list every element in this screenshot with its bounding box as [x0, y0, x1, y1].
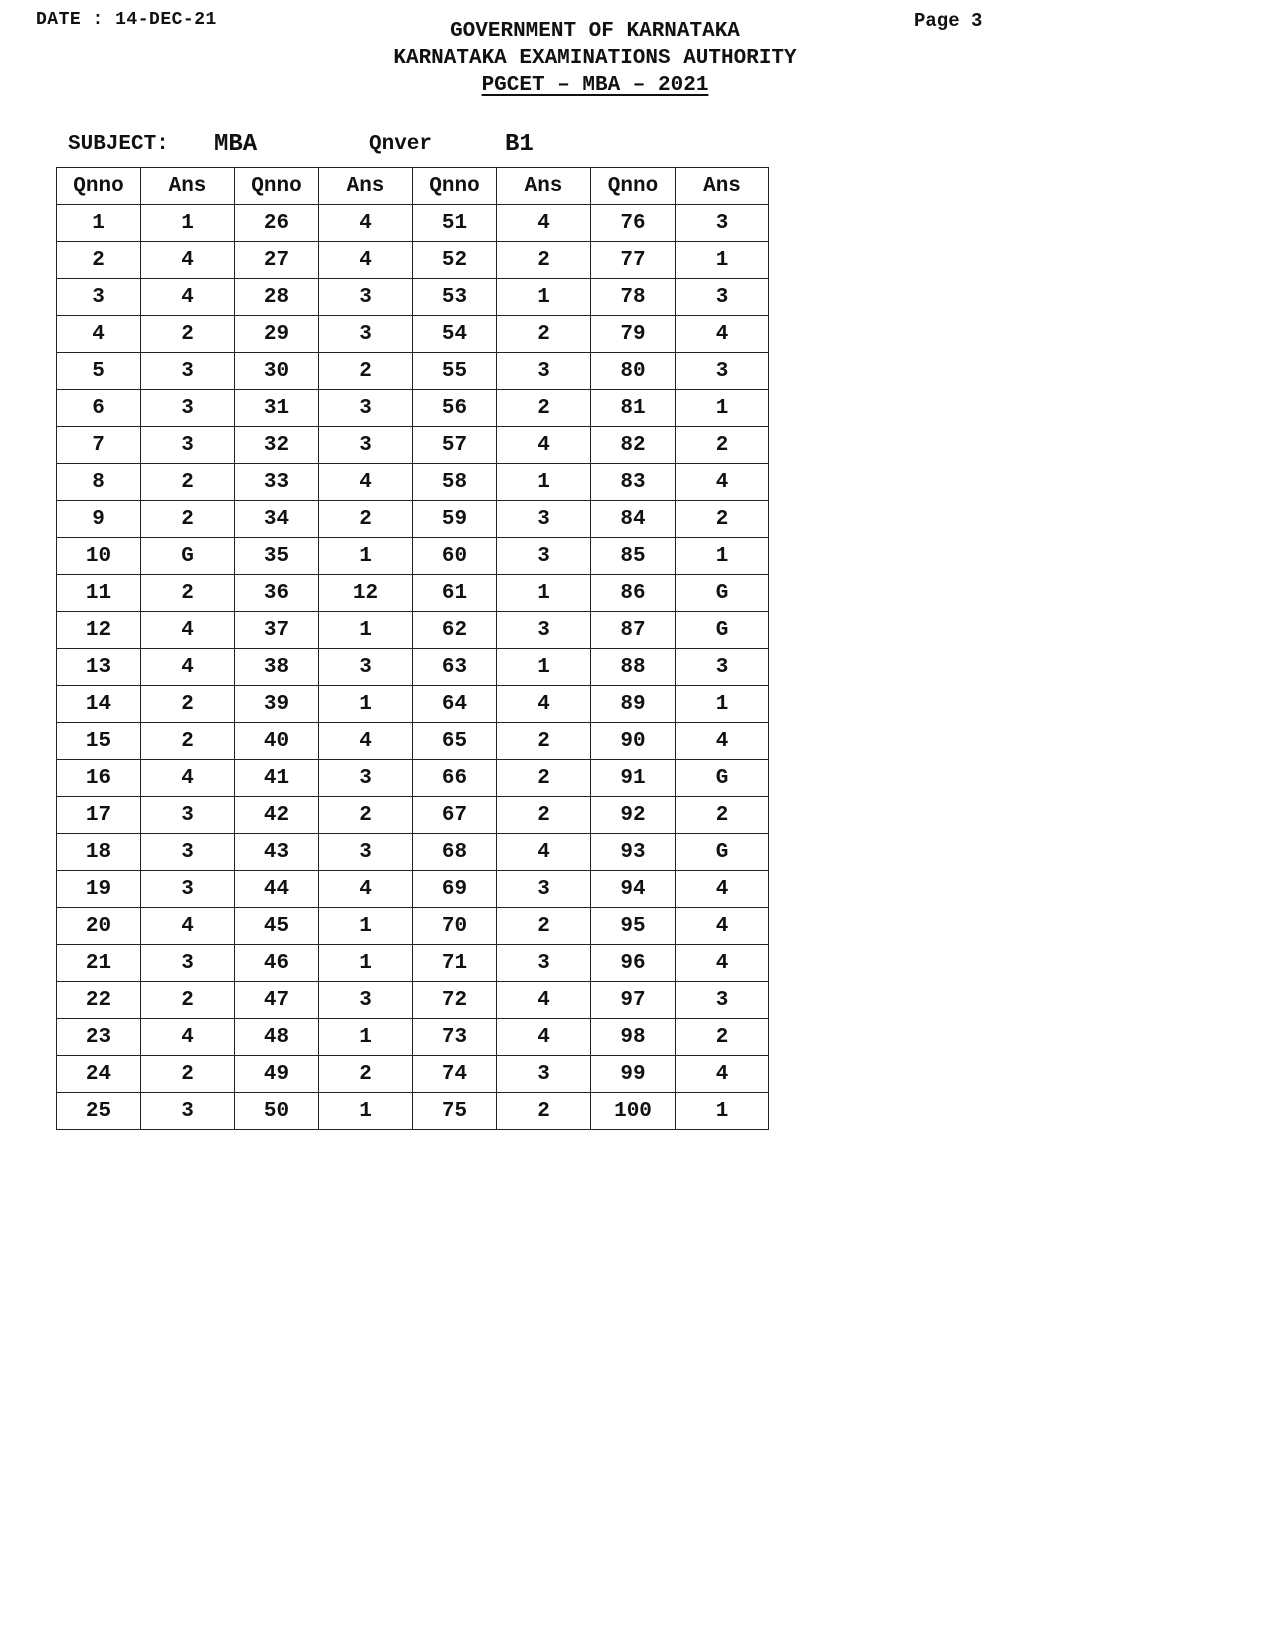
answer-cell: 2: [141, 501, 235, 538]
answer-cell: 2: [141, 686, 235, 723]
answer-cell: 4: [141, 649, 235, 686]
answer-cell: 3: [676, 649, 769, 686]
answer-cell: 1: [676, 242, 769, 279]
answer-cell: 4: [676, 316, 769, 353]
answer-cell: 2: [319, 1056, 413, 1093]
answer-cell: 4: [141, 612, 235, 649]
table-row: [57, 279, 769, 316]
table-row: [57, 390, 769, 427]
answer-cell: 4: [676, 464, 769, 501]
question-number-cell: 74: [413, 1056, 497, 1093]
question-number-cell: 28: [235, 279, 319, 316]
question-number-cell: 35: [235, 538, 319, 575]
question-number-cell: 24: [57, 1056, 141, 1093]
answer-cell: 3: [141, 390, 235, 427]
answer-cell: 4: [141, 760, 235, 797]
answer-cell: 3: [676, 279, 769, 316]
answer-cell: 1: [676, 1093, 769, 1130]
answer-cell: 1: [141, 205, 235, 242]
table-row: [57, 945, 769, 982]
answer-cell: 4: [497, 982, 591, 1019]
answer-cell: 1: [319, 538, 413, 575]
table-row: [57, 464, 769, 501]
column-header-ans: Ans: [141, 168, 235, 205]
subject-value: MBA: [214, 131, 258, 158]
answer-cell: 3: [141, 427, 235, 464]
question-number-cell: 86: [591, 575, 676, 612]
question-number-cell: 73: [413, 1019, 497, 1056]
table-row: [57, 1093, 769, 1130]
question-number-cell: 47: [235, 982, 319, 1019]
answer-cell: 1: [319, 1019, 413, 1056]
answer-cell: 4: [497, 834, 591, 871]
authority-heading: KARNATAKA EXAMINATIONS AUTHORITY: [393, 47, 797, 70]
answer-cell: 1: [497, 575, 591, 612]
question-number-cell: 69: [413, 871, 497, 908]
answer-cell: 4: [497, 1019, 591, 1056]
answer-cell: 4: [141, 1019, 235, 1056]
answer-cell: 3: [497, 871, 591, 908]
answer-cell: 3: [141, 1093, 235, 1130]
question-number-cell: 94: [591, 871, 676, 908]
question-number-cell: 42: [235, 797, 319, 834]
answer-cell: 4: [319, 871, 413, 908]
table-row: [57, 242, 769, 279]
question-number-cell: 52: [413, 242, 497, 279]
table-row: [57, 760, 769, 797]
answer-cell: 2: [676, 1019, 769, 1056]
answer-cell: G: [141, 538, 235, 575]
question-number-cell: 67: [413, 797, 497, 834]
government-heading: GOVERNMENT OF KARNATAKA: [450, 20, 740, 43]
question-number-cell: 65: [413, 723, 497, 760]
exam-title: PGCET – MBA – 2021: [481, 74, 709, 97]
question-number-cell: 55: [413, 353, 497, 390]
column-header-ans: Ans: [676, 168, 769, 205]
answer-cell: G: [676, 834, 769, 871]
answer-cell: 4: [141, 242, 235, 279]
question-number-cell: 29: [235, 316, 319, 353]
question-number-cell: 37: [235, 612, 319, 649]
answer-cell: 2: [497, 316, 591, 353]
question-number-cell: 70: [413, 908, 497, 945]
question-number-cell: 75: [413, 1093, 497, 1130]
answer-cell: 3: [497, 1056, 591, 1093]
question-number-cell: 9: [57, 501, 141, 538]
answer-cell: 2: [319, 501, 413, 538]
answer-cell: 2: [497, 390, 591, 427]
answer-cell: 2: [141, 316, 235, 353]
column-header-qnno: Qnno: [591, 168, 676, 205]
question-number-cell: 93: [591, 834, 676, 871]
answer-cell: 4: [676, 945, 769, 982]
question-number-cell: 18: [57, 834, 141, 871]
answer-cell: 3: [141, 797, 235, 834]
answer-cell: 3: [141, 871, 235, 908]
question-number-cell: 53: [413, 279, 497, 316]
question-number-cell: 17: [57, 797, 141, 834]
question-number-cell: 82: [591, 427, 676, 464]
answer-cell: 2: [676, 501, 769, 538]
table-body: [57, 205, 769, 1130]
question-number-cell: 57: [413, 427, 497, 464]
column-header-ans: Ans: [497, 168, 591, 205]
answer-cell: 1: [319, 612, 413, 649]
answer-cell: 2: [497, 908, 591, 945]
question-number-cell: 50: [235, 1093, 319, 1130]
question-number-cell: 16: [57, 760, 141, 797]
answer-cell: 2: [319, 353, 413, 390]
answer-cell: 4: [497, 205, 591, 242]
answer-cell: 1: [319, 908, 413, 945]
question-number-cell: 71: [413, 945, 497, 982]
answer-cell: 3: [319, 834, 413, 871]
table-row: [57, 982, 769, 1019]
question-number-cell: 15: [57, 723, 141, 760]
answer-cell: 2: [141, 723, 235, 760]
question-number-cell: 33: [235, 464, 319, 501]
answer-cell: 1: [319, 1093, 413, 1130]
question-number-cell: 62: [413, 612, 497, 649]
column-header-qnno: Qnno: [57, 168, 141, 205]
answer-cell: 3: [319, 390, 413, 427]
question-number-cell: 90: [591, 723, 676, 760]
answer-cell: 4: [497, 427, 591, 464]
question-number-cell: 92: [591, 797, 676, 834]
answer-cell: 12: [319, 575, 413, 612]
question-number-cell: 81: [591, 390, 676, 427]
column-header-qnno: Qnno: [413, 168, 497, 205]
answer-cell: 3: [319, 982, 413, 1019]
question-number-cell: 2: [57, 242, 141, 279]
answer-cell: 1: [676, 390, 769, 427]
answer-cell: 3: [319, 279, 413, 316]
table-row: [57, 834, 769, 871]
answer-cell: 3: [319, 427, 413, 464]
column-header-qnno: Qnno: [235, 168, 319, 205]
table-row: [57, 316, 769, 353]
answer-cell: 2: [141, 982, 235, 1019]
question-number-cell: 43: [235, 834, 319, 871]
answer-cell: 3: [319, 649, 413, 686]
table-row: [57, 649, 769, 686]
answer-cell: 3: [497, 945, 591, 982]
table-row: [57, 1019, 769, 1056]
question-number-cell: 85: [591, 538, 676, 575]
table-row: [57, 427, 769, 464]
question-number-cell: 63: [413, 649, 497, 686]
question-number-cell: 30: [235, 353, 319, 390]
question-number-cell: 27: [235, 242, 319, 279]
exam-heading: [300, 74, 890, 97]
answer-cell: G: [676, 575, 769, 612]
question-number-cell: 87: [591, 612, 676, 649]
question-number-cell: 77: [591, 242, 676, 279]
question-number-cell: 20: [57, 908, 141, 945]
question-number-cell: 23: [57, 1019, 141, 1056]
table-row: [57, 353, 769, 390]
question-number-cell: 58: [413, 464, 497, 501]
question-number-cell: 59: [413, 501, 497, 538]
question-number-cell: 76: [591, 205, 676, 242]
answer-cell: 2: [497, 760, 591, 797]
answer-key-table: [56, 167, 769, 1130]
table-row: [57, 797, 769, 834]
question-number-cell: 48: [235, 1019, 319, 1056]
answer-cell: 4: [319, 205, 413, 242]
question-number-cell: 44: [235, 871, 319, 908]
answer-cell: 3: [319, 316, 413, 353]
question-number-cell: 88: [591, 649, 676, 686]
question-number-cell: 34: [235, 501, 319, 538]
answer-cell: 2: [141, 575, 235, 612]
answer-cell: 3: [497, 538, 591, 575]
question-number-cell: 39: [235, 686, 319, 723]
column-header-ans: Ans: [319, 168, 413, 205]
answer-cell: 4: [319, 723, 413, 760]
answer-cell: 3: [497, 353, 591, 390]
question-number-cell: 1: [57, 205, 141, 242]
table-row: [57, 205, 769, 242]
answer-cell: 2: [497, 1093, 591, 1130]
question-number-cell: 5: [57, 353, 141, 390]
date-value: 14-DEC-21: [115, 10, 217, 30]
qnver-value: B1: [505, 131, 534, 158]
answer-cell: 1: [676, 686, 769, 723]
page-number: Page 3: [914, 10, 983, 32]
question-number-cell: 13: [57, 649, 141, 686]
answer-cell: 1: [497, 464, 591, 501]
question-number-cell: 26: [235, 205, 319, 242]
question-number-cell: 14: [57, 686, 141, 723]
answer-cell: G: [676, 760, 769, 797]
question-number-cell: 54: [413, 316, 497, 353]
answer-cell: 3: [497, 612, 591, 649]
question-number-cell: 45: [235, 908, 319, 945]
question-number-cell: 31: [235, 390, 319, 427]
question-number-cell: 49: [235, 1056, 319, 1093]
question-number-cell: 11: [57, 575, 141, 612]
answer-cell: 2: [676, 427, 769, 464]
table-row: [57, 538, 769, 575]
answer-cell: 4: [676, 1056, 769, 1093]
subject-label: SUBJECT:: [68, 133, 169, 156]
question-number-cell: 7: [57, 427, 141, 464]
answer-cell: 4: [319, 242, 413, 279]
answer-cell: 1: [497, 279, 591, 316]
table-row: [57, 612, 769, 649]
table-row: [57, 501, 769, 538]
date-line: [36, 10, 217, 30]
question-number-cell: 68: [413, 834, 497, 871]
table-row: [57, 686, 769, 723]
answer-cell: 1: [497, 649, 591, 686]
question-number-cell: 22: [57, 982, 141, 1019]
answer-cell: 3: [141, 945, 235, 982]
answer-cell: 3: [676, 353, 769, 390]
question-number-cell: 79: [591, 316, 676, 353]
question-number-cell: 21: [57, 945, 141, 982]
question-number-cell: 80: [591, 353, 676, 390]
question-number-cell: 19: [57, 871, 141, 908]
question-number-cell: 41: [235, 760, 319, 797]
table-row: [57, 871, 769, 908]
answer-cell: 2: [141, 1056, 235, 1093]
question-number-cell: 72: [413, 982, 497, 1019]
question-number-cell: 51: [413, 205, 497, 242]
table-row: [57, 575, 769, 612]
question-number-cell: 100: [591, 1093, 676, 1130]
answer-cell: 2: [141, 464, 235, 501]
question-number-cell: 12: [57, 612, 141, 649]
answer-cell: 2: [319, 797, 413, 834]
question-number-cell: 99: [591, 1056, 676, 1093]
answer-cell: 4: [497, 686, 591, 723]
question-number-cell: 38: [235, 649, 319, 686]
question-number-cell: 84: [591, 501, 676, 538]
answer-cell: 4: [676, 871, 769, 908]
question-number-cell: 6: [57, 390, 141, 427]
answer-cell: 3: [676, 205, 769, 242]
question-number-cell: 10: [57, 538, 141, 575]
question-number-cell: 78: [591, 279, 676, 316]
question-number-cell: 98: [591, 1019, 676, 1056]
question-number-cell: 60: [413, 538, 497, 575]
question-number-cell: 3: [57, 279, 141, 316]
answer-cell: 2: [497, 723, 591, 760]
question-number-cell: 96: [591, 945, 676, 982]
answer-cell: 2: [676, 797, 769, 834]
question-number-cell: 8: [57, 464, 141, 501]
answer-cell: 3: [497, 501, 591, 538]
question-number-cell: 25: [57, 1093, 141, 1130]
question-number-cell: 97: [591, 982, 676, 1019]
table-row: [57, 908, 769, 945]
answer-cell: 1: [319, 945, 413, 982]
table-row: [57, 723, 769, 760]
date-label: DATE :: [36, 10, 116, 30]
answer-cell: 2: [497, 797, 591, 834]
answer-cell: 3: [141, 834, 235, 871]
question-number-cell: 91: [591, 760, 676, 797]
answer-cell: G: [676, 612, 769, 649]
answer-cell: 3: [141, 353, 235, 390]
answer-cell: 1: [676, 538, 769, 575]
answer-cell: 4: [676, 908, 769, 945]
question-number-cell: 4: [57, 316, 141, 353]
answer-cell: 2: [497, 242, 591, 279]
answer-cell: 4: [676, 723, 769, 760]
question-number-cell: 36: [235, 575, 319, 612]
question-number-cell: 32: [235, 427, 319, 464]
answer-cell: 4: [319, 464, 413, 501]
table-header-row: [57, 168, 769, 205]
question-number-cell: 46: [235, 945, 319, 982]
answer-cell: 4: [141, 279, 235, 316]
answer-cell: 4: [141, 908, 235, 945]
qnver-label: Qnver: [369, 133, 433, 156]
answer-cell: 1: [319, 686, 413, 723]
question-number-cell: 83: [591, 464, 676, 501]
question-number-cell: 95: [591, 908, 676, 945]
question-number-cell: 89: [591, 686, 676, 723]
question-number-cell: 66: [413, 760, 497, 797]
table-row: [57, 1056, 769, 1093]
question-number-cell: 56: [413, 390, 497, 427]
question-number-cell: 40: [235, 723, 319, 760]
answer-cell: 3: [676, 982, 769, 1019]
question-number-cell: 64: [413, 686, 497, 723]
question-number-cell: 61: [413, 575, 497, 612]
answer-cell: 3: [319, 760, 413, 797]
